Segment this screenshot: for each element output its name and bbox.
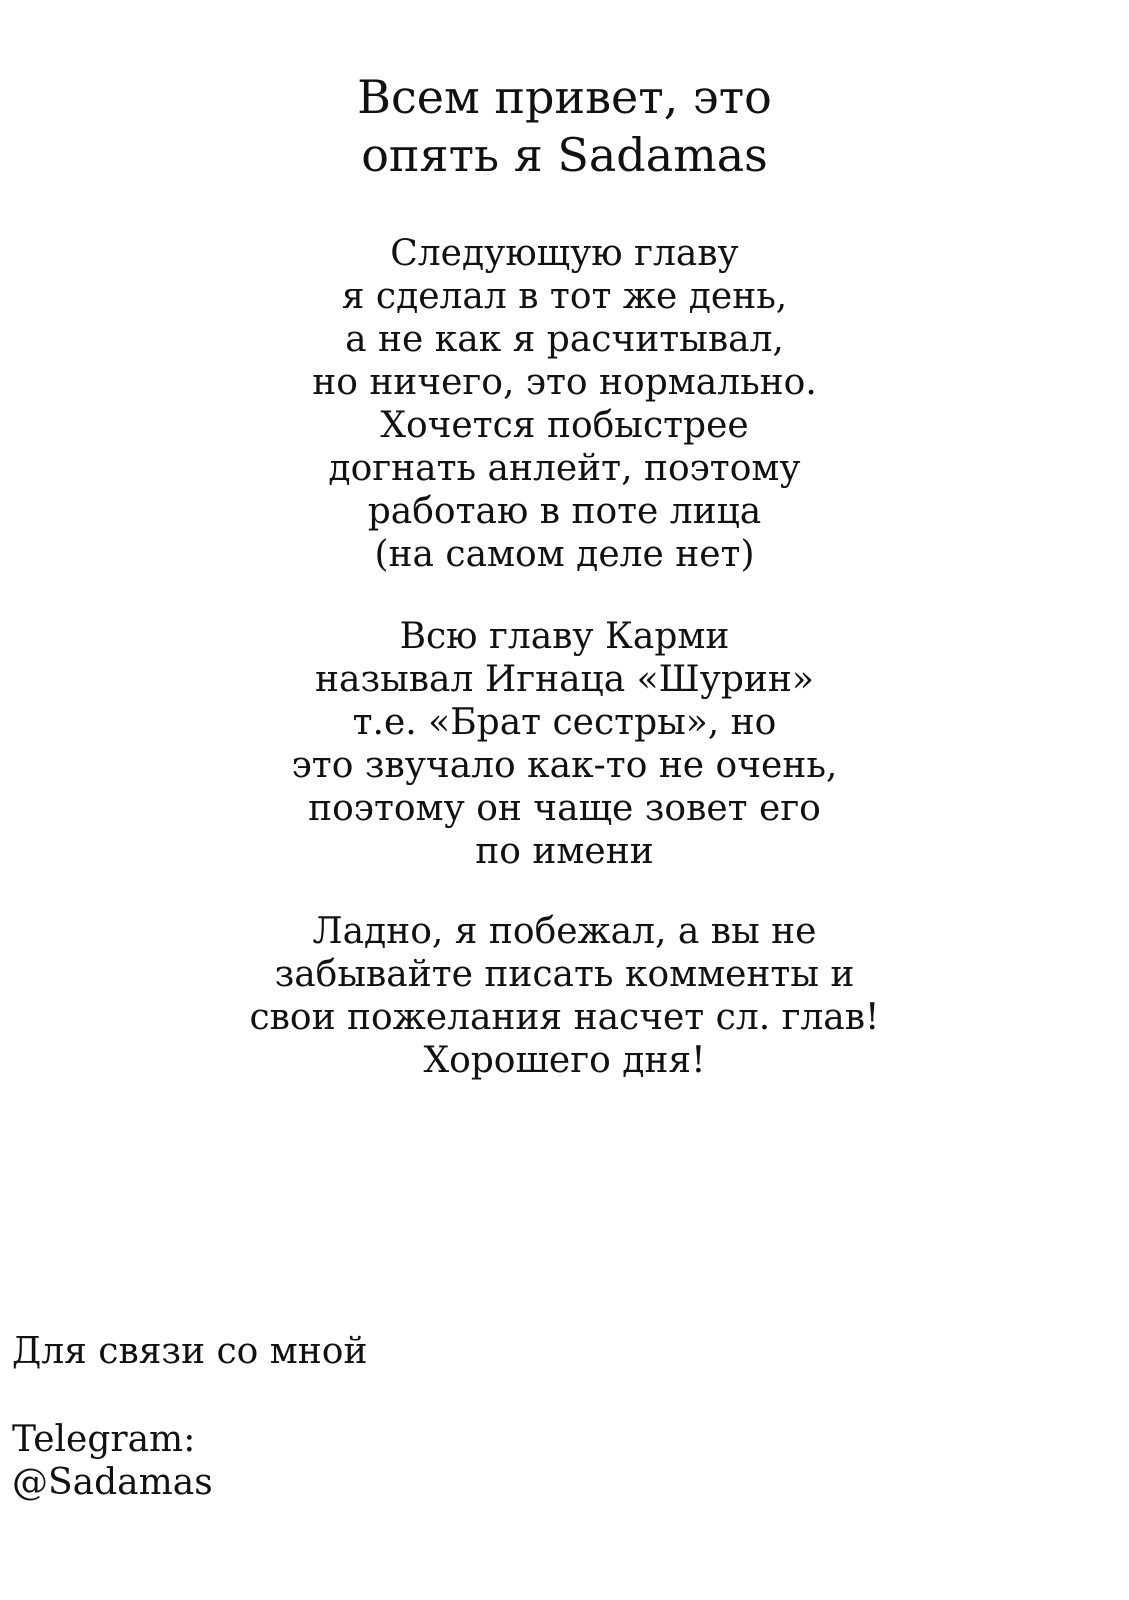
text-line: это звучало как-то не очень,	[291, 745, 838, 786]
text-line: по имени	[475, 831, 654, 872]
text-line: Хочется побыстрее	[380, 405, 749, 446]
text-line: забывайте писать комменты и	[274, 954, 855, 995]
text-line: а не как я расчитывал,	[345, 319, 784, 360]
text-line: (на самом деле нет)	[374, 534, 755, 575]
text-line: Ладно, я побежал, а вы не	[312, 911, 817, 952]
text-line: поэтому он чаще зовет его	[308, 788, 821, 829]
text-line: называл Игнаца «Шурин»	[315, 659, 814, 700]
text-line: догнать анлейт, поэтому	[328, 448, 801, 489]
paragraph-farewell	[150, 910, 979, 1082]
text-line: Следующую главу	[390, 233, 739, 274]
text-line: свои пожелания насчет сл. глав!	[249, 997, 880, 1038]
contact-telegram-label: Telegram:	[12, 1419, 196, 1460]
contact-heading: Для связи со мной	[12, 1331, 368, 1372]
paragraph-translation-note	[150, 615, 979, 873]
title-line: опять я Sadamas	[361, 128, 768, 182]
contact-telegram-handle: @Sadamas	[12, 1462, 213, 1503]
text-line: т.е. «Брат сестры», но	[352, 702, 777, 743]
text-line: Хорошего дня!	[423, 1040, 706, 1081]
title-line: Всем привет, это	[357, 70, 772, 124]
text-line: Всю главу Карми	[399, 616, 730, 657]
page-title	[150, 68, 979, 184]
text-line: работаю в поте лица	[367, 491, 762, 532]
text-line: я сделал в тот же день,	[341, 276, 788, 317]
text-line: но ничего, это нормально.	[312, 362, 817, 403]
paragraph-chapter-note	[150, 232, 979, 576]
